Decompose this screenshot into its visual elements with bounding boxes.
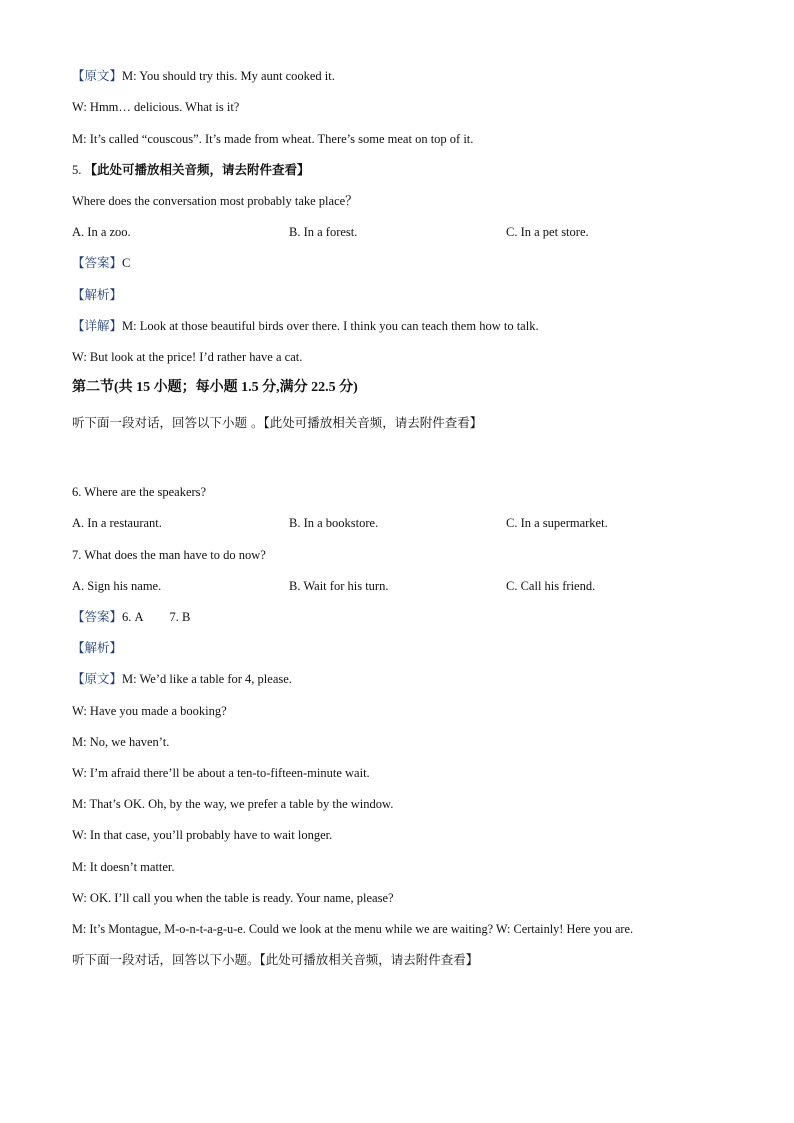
q6-option-b: B. In a bookstore. bbox=[289, 516, 379, 530]
transcript-line: W: I’m afraid there’ll be about a ten-to-fifteen-minute wait. bbox=[72, 766, 370, 780]
transcript-line: W: OK. I’ll call you when the table is ready. Your name, please? bbox=[72, 891, 394, 905]
q7-option-b: B. Wait for his turn. bbox=[289, 579, 389, 593]
question-7-text: 7. What does the man have to do now? bbox=[72, 548, 266, 562]
q7-option-c: C. Call his friend. bbox=[506, 579, 596, 593]
transcript-line: W: Have you made a booking? bbox=[72, 704, 227, 718]
transcript-line: 【原文】M: We’d like a table for 4, please. bbox=[72, 671, 292, 686]
answers-6-7: 【答案】6. A 7. B bbox=[72, 609, 191, 624]
transcript-line: M: It doesn’t matter. bbox=[72, 860, 175, 874]
analysis-tag: 【解析】 bbox=[72, 640, 123, 655]
transcript-line: W: Hmm… delicious. What is it? bbox=[72, 100, 240, 114]
question-6-text: 6. Where are the speakers? bbox=[72, 485, 207, 499]
original-text-tag: 【原文】 bbox=[72, 68, 123, 83]
section-2-title: 第二节(共 15 小题；每小题 1.5 分,满分 22.5 分) bbox=[72, 380, 358, 395]
transcript-line: W: But look at the price! I’d rather have a cat. bbox=[72, 350, 303, 364]
q5-option-b: B. In a forest. bbox=[289, 225, 358, 239]
listening-intro: 听下面一段对话，回答以下小题 。【此处可播放相关音频，请去附件查看】 bbox=[72, 415, 483, 430]
transcript-line: W: In that case, you’ll probably have to wait longer. bbox=[72, 828, 333, 842]
transcript-line: M: No, we haven’t. bbox=[72, 735, 170, 749]
question-5-text: Where does the conversation most probably take place？ bbox=[72, 194, 358, 208]
q6-option-a: A. In a restaurant. bbox=[72, 516, 162, 530]
transcript-line: 【原文】M: You should try this. My aunt cooked it. bbox=[72, 68, 335, 83]
transcript-line: M: That’s OK. Oh, by the way, we prefer a table by the window. bbox=[72, 797, 394, 811]
listening-intro: 听下面一段对话，回答以下小题。【此处可播放相关音频，请去附件查看】 bbox=[72, 952, 479, 967]
q5-option-c: C. In a pet store. bbox=[506, 225, 589, 239]
q6-option-c: C. In a supermarket. bbox=[506, 516, 608, 530]
q5-analysis-tag: 【解析】 bbox=[72, 287, 123, 302]
q5-detail: 【详解】M: Look at those beautiful birds over there. I think you can teach them how to talk. bbox=[72, 318, 539, 333]
question-5-audio: 5. 【此处可播放相关音频，请去附件查看】 bbox=[72, 162, 310, 177]
q5-answer: 【答案】C bbox=[72, 255, 131, 270]
q7-option-a: A. Sign his name. bbox=[72, 579, 162, 593]
transcript-line: M: It’s Montague, M-o-n-t-a-g-u-e. Could we look at the menu while we are waiting? W: Certainly! Here you are. bbox=[72, 922, 634, 936]
q5-option-a: A. In a zoo. bbox=[72, 225, 131, 239]
transcript-line: M: It’s called “couscous”. It’s made from wheat. There’s some meat on top of it. bbox=[72, 132, 474, 146]
